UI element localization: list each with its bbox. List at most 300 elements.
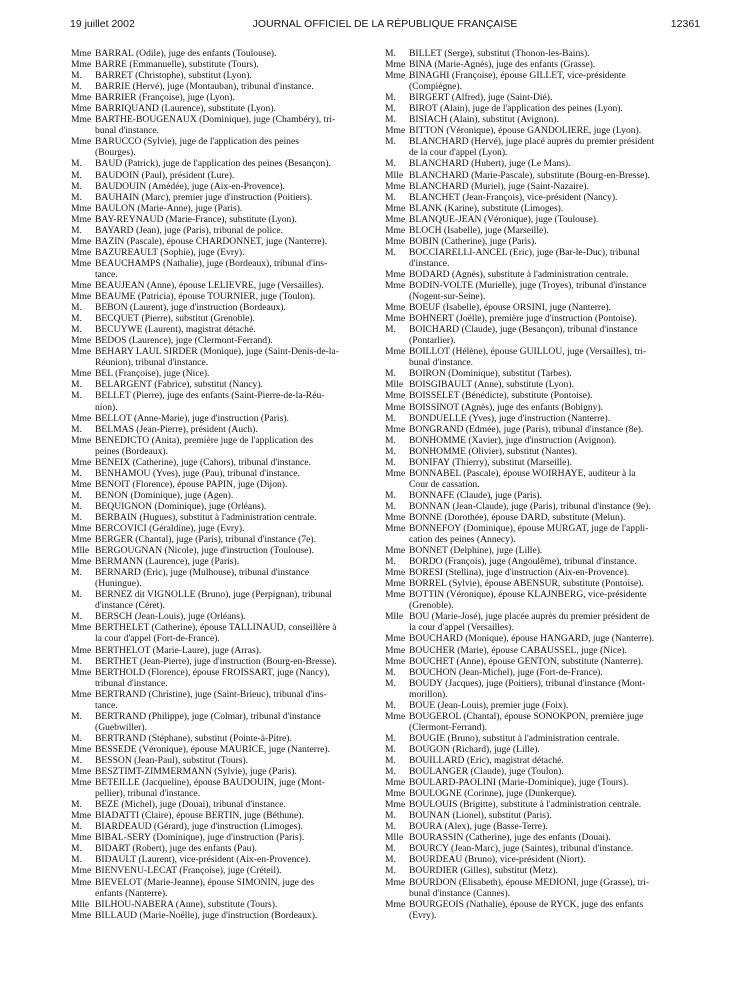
- entry-first-line: [71, 799, 371, 810]
- entry-text: BORDO (François), juge (Angoulême), tribunal d'instance.: [409, 556, 637, 568]
- entry-first-line: [385, 181, 685, 192]
- entry-first-line: [385, 468, 685, 479]
- entry-text: BIEVELOT (Marie-Jeanne), épouse SIMONIN, juge des: [95, 876, 315, 888]
- entry-text: BOULOUIS (Brigitte), substitute à l'administration centrale.: [409, 799, 642, 811]
- entry-text: BETEILLE (Jacqueline), épouse BAUDOUIN, juge (Mont-: [95, 777, 325, 789]
- entry-continuation: (Clermont-Ferrand).: [409, 721, 488, 733]
- entry-first-line: [71, 556, 371, 567]
- entry-text: BERTHOLD (Florence), épouse FROISSART, juge (Nancy),: [95, 666, 330, 678]
- entry-first-line: [71, 622, 371, 633]
- entry-text: BEHARY LAUL SIRDER (Monique), juge (Saint-Denis-de-la-: [95, 346, 339, 358]
- entry-title: M.: [385, 821, 396, 833]
- entry-title: Mme: [71, 622, 92, 634]
- entry-text: BOUCHET (Anne), épouse GENTON, substitute (Nanterre).: [409, 655, 644, 667]
- entry-title: Mme: [385, 898, 406, 910]
- entry-text: BONNEFOY (Dominique), épouse MURGAT, juge de l'appli-: [409, 523, 649, 535]
- entry-title: M.: [385, 136, 396, 148]
- entry-text: BOILLOT (Hélène), épouse GUILLOU, juge (Versailles), tri-: [409, 346, 647, 358]
- entry-title: Mme: [385, 59, 406, 71]
- list-entry: [71, 766, 371, 777]
- entry-first-line: [385, 523, 685, 534]
- entry-text: BOUCHARD (Monique), épouse HANGARD, juge (Nanterre).: [409, 633, 655, 645]
- list-entry: [385, 379, 685, 390]
- list-entry: [71, 755, 371, 766]
- entry-title: Mme: [385, 235, 406, 247]
- entry-first-line: [71, 225, 371, 236]
- entry-first-line: [71, 136, 371, 147]
- entry-text: BAUD (Patrick), juge de l'application des peines (Besançon).: [95, 158, 331, 170]
- entry-first-line: [71, 258, 371, 269]
- entry-title: Mme: [71, 777, 92, 789]
- entry-first-line: [71, 158, 371, 169]
- entry-title: M.: [71, 843, 82, 855]
- list-entry: [71, 48, 371, 59]
- entry-first-line: [71, 479, 371, 490]
- entry-continuation: tribunal d'instance.: [95, 677, 168, 689]
- entry-first-line: [71, 413, 371, 424]
- entry-continuation: bunal d'instance.: [95, 125, 160, 137]
- entry-title: Mme: [71, 257, 92, 269]
- list-entry: [385, 854, 685, 865]
- entry-text: BERTHELET (Catherine), épouse TALLINAUD, conseillère à: [95, 622, 337, 634]
- entry-first-line: [385, 567, 685, 578]
- list-entry: [385, 402, 685, 413]
- entry-title: Mme: [385, 589, 406, 601]
- entry-first-line: [71, 424, 371, 435]
- entry-title: Mme: [71, 434, 92, 446]
- entry-text: BODARD (Agnès), substitute à l'administration centrale.: [409, 268, 629, 280]
- entry-first-line: [71, 854, 371, 865]
- list-entry: [385, 390, 685, 401]
- entry-first-line: [71, 214, 371, 225]
- list-entry: [385, 313, 685, 324]
- entry-text: BELLET (Pierre), juge des enfants (Saint-Pierre-de-la-Réu-: [95, 390, 325, 402]
- list-entry: [385, 501, 685, 512]
- entry-title: M.: [385, 854, 396, 866]
- entry-title: Mme: [385, 578, 406, 590]
- entry-first-line: [385, 390, 685, 401]
- entry-text: BOISSINOT (Agnès), juge des enfants (Bobigny).: [409, 401, 604, 413]
- entry-text: BENHAMOU (Yves), juge (Pau), tribunal d'instance.: [95, 467, 300, 479]
- entry-continuation: (Nogent-sur-Seine).: [409, 291, 486, 303]
- entry-title: M.: [385, 114, 396, 126]
- entry-first-line: [385, 225, 685, 236]
- list-entry: [385, 225, 685, 236]
- entry-continuation: (Pontarlier).: [409, 335, 456, 347]
- list-entry: [71, 501, 371, 512]
- entry-title: M.: [385, 556, 396, 568]
- entry-text: BOUCHON (Jean-Michel), juge (Fort-de-France).: [409, 666, 603, 678]
- list-entry: [71, 545, 371, 556]
- entry-title: M.: [385, 92, 396, 104]
- entry-title: M.: [71, 489, 82, 501]
- entry-text: BOURASSIN (Catherine), juge des enfants (Douai).: [409, 832, 611, 844]
- entry-first-line: [71, 247, 371, 258]
- right-column: [385, 48, 685, 921]
- entry-title: Mme: [385, 788, 406, 800]
- entry-text: BILHOU-NABERA (Anne), substitute (Tours).: [95, 898, 278, 910]
- list-entry: [385, 302, 685, 313]
- entry-first-line: [71, 512, 371, 523]
- list-entry: [71, 192, 371, 203]
- entry-first-line: [385, 402, 685, 413]
- list-entry: [71, 865, 371, 876]
- entry-first-line: [385, 203, 685, 214]
- entry-text: BERTRAND (Philippe), juge (Colmar), tribunal d'instance: [95, 710, 321, 722]
- list-entry: [71, 656, 371, 667]
- entry-continuation: pellier), tribunal d'instance.: [95, 788, 201, 800]
- list-entry: [385, 368, 685, 379]
- list-entry: [71, 59, 371, 70]
- entry-title: Mme: [385, 125, 406, 137]
- list-entry: [385, 114, 685, 125]
- list-entry: [385, 700, 685, 711]
- entry-title: Mlle: [385, 832, 404, 844]
- entry-first-line: [71, 302, 371, 313]
- entry-title: M.: [71, 224, 82, 236]
- list-entry: [385, 247, 685, 269]
- entry-title: Mme: [385, 180, 406, 192]
- entry-continuation: (Bourges).: [95, 147, 136, 159]
- entry-first-line: [71, 313, 371, 324]
- entry-title: Mme: [71, 478, 92, 490]
- entry-first-line: [385, 302, 685, 313]
- entry-text: BENEIX (Catherine), juge (Cahors), tribunal d'instance.: [95, 456, 311, 468]
- entry-text: BERTHET (Jean-Pierre), juge d'instruction (Bourg-en-Bresse).: [95, 655, 337, 667]
- entry-title: M.: [385, 445, 396, 457]
- list-entry: [385, 280, 685, 302]
- list-entry: [71, 81, 371, 92]
- list-entry: [385, 843, 685, 854]
- entry-first-line: [385, 324, 685, 335]
- entry-first-line: [385, 501, 685, 512]
- page-header: [70, 18, 700, 34]
- list-entry: [385, 512, 685, 523]
- entry-text: BOICHARD (Claude), juge (Besançon), tribunal d'instance: [409, 324, 638, 336]
- entry-title: Mme: [385, 313, 406, 325]
- entry-text: BOULANGER (Claude), juge (Toulon).: [409, 766, 564, 778]
- list-entry: [71, 413, 371, 424]
- entry-title: Mme: [71, 368, 92, 380]
- entry-first-line: [71, 457, 371, 468]
- entry-title: Mme: [385, 390, 406, 402]
- list-entry: [385, 799, 685, 810]
- page-number: 12361: [670, 18, 700, 30]
- entry-title: M.: [71, 854, 82, 866]
- entry-text: BERSCH (Jean-Louis), juge (Orléans).: [95, 611, 246, 623]
- list-entry: [385, 457, 685, 468]
- entry-title: Mme: [71, 279, 92, 291]
- entry-text: BLANCHARD (Hubert), juge (Le Mans).: [409, 158, 571, 170]
- list-entry: [385, 899, 685, 921]
- entry-text: BAYARD (Jean), juge (Paris), tribunal de police.: [95, 224, 284, 236]
- entry-title: M.: [385, 412, 396, 424]
- entry-first-line: [71, 910, 371, 921]
- entry-text: BEQUIGNON (Dominique), juge (Orléans).: [95, 500, 267, 512]
- entry-text: BLANCHARD (Hervé), juge placé auprès du premier président: [409, 136, 655, 148]
- list-entry: [385, 633, 685, 644]
- list-entry: [71, 324, 371, 335]
- entry-first-line: [385, 843, 685, 854]
- entry-text: BEL (Françoise), juge (Nice).: [95, 368, 210, 380]
- entry-text: BECUYWE (Laurent), magistrat détaché.: [95, 324, 256, 336]
- entry-title: M.: [71, 567, 82, 579]
- entry-first-line: [71, 545, 371, 556]
- list-entry: [385, 446, 685, 457]
- list-entry: [385, 192, 685, 203]
- entry-first-line: [385, 368, 685, 379]
- entry-first-line: [71, 656, 371, 667]
- entry-text: BOU (Marie-José), juge placée auprès du premier président de: [409, 611, 650, 623]
- list-entry: [71, 302, 371, 313]
- entry-text: BARRIER (Françoise), juge (Lyon).: [95, 92, 235, 104]
- entry-continuation: d'instance (Céret).: [95, 600, 165, 612]
- entry-text: BECQUET (Pierre), substitut (Grenoble).: [95, 313, 255, 325]
- list-entry: [385, 578, 685, 589]
- entry-title: M.: [71, 379, 82, 391]
- entry-continuation: la cour d'appel (Versailles).: [409, 622, 514, 634]
- entry-title: M.: [71, 302, 82, 314]
- entry-first-line: [71, 899, 371, 910]
- entry-text: BOURCY (Jean-Marc), juge (Saintes), tribunal d'instance.: [409, 843, 634, 855]
- entry-first-line: [385, 733, 685, 744]
- entry-title: Mme: [385, 268, 406, 280]
- entry-text: BENOIT (Florence), épouse PAPIN, juge (Dijon).: [95, 478, 288, 490]
- entry-first-line: [385, 192, 685, 203]
- entry-text: BELLOT (Anne-Marie), juge d'instruction (Paris).: [95, 412, 289, 424]
- entry-continuation: (Grenoble).: [409, 600, 454, 612]
- entry-first-line: [385, 114, 685, 125]
- entry-title: Mlle: [71, 545, 90, 557]
- entry-first-line: [71, 192, 371, 203]
- entry-title: Mme: [385, 545, 406, 557]
- entry-title: M.: [385, 666, 396, 678]
- entry-title: M.: [71, 70, 82, 82]
- entry-first-line: [385, 435, 685, 446]
- entry-first-line: [71, 70, 371, 81]
- entry-first-line: [385, 424, 685, 435]
- list-entry: [385, 59, 685, 70]
- entry-title: Mme: [385, 799, 406, 811]
- list-entry: [71, 390, 371, 412]
- entry-text: BLANQUE-JEAN (Véronique), juge (Toulouse).: [409, 213, 599, 225]
- entry-text: BEZE (Michel), juge (Douai), tribunal d'instance.: [95, 799, 286, 811]
- entry-first-line: [71, 810, 371, 821]
- entry-title: Mme: [385, 213, 406, 225]
- entry-text: BERGOUGNAN (Nicole), juge d'instruction (Toulouse).: [95, 545, 315, 557]
- list-entry: [71, 799, 371, 810]
- entry-title: Mme: [385, 633, 406, 645]
- entry-text: BAZUREAULT (Sophie), juge (Evry).: [95, 246, 245, 258]
- entry-title: M.: [71, 500, 82, 512]
- entry-title: M.: [71, 732, 82, 744]
- list-entry: [71, 667, 371, 689]
- entry-first-line: [71, 170, 371, 181]
- list-entry: [385, 589, 685, 611]
- entry-text: BOUGIE (Bruno), substitut à l'administration centrale.: [409, 732, 620, 744]
- entry-title: M.: [385, 500, 396, 512]
- list-entry: [71, 479, 371, 490]
- entry-first-line: [71, 203, 371, 214]
- entry-first-line: [71, 501, 371, 512]
- list-entry: [71, 225, 371, 236]
- list-entry: [385, 788, 685, 799]
- entry-title: Mme: [385, 401, 406, 413]
- list-entry: [71, 313, 371, 324]
- entry-title: M.: [385, 677, 396, 689]
- entry-title: Mme: [385, 346, 406, 358]
- list-entry: [385, 490, 685, 501]
- entry-title: M.: [385, 434, 396, 446]
- entry-title: Mme: [71, 456, 92, 468]
- entry-text: BAZIN (Pascale), épouse CHARDONNET, juge (Nanterre).: [95, 235, 328, 247]
- entry-title: Mme: [71, 909, 92, 921]
- entry-first-line: [71, 435, 371, 446]
- header-date: 19 juillet 2002: [70, 18, 135, 30]
- entry-first-line: [71, 114, 371, 125]
- list-entry: [71, 92, 371, 103]
- left-column: [71, 48, 371, 921]
- list-entry: [385, 766, 685, 777]
- entry-first-line: [385, 446, 685, 457]
- entry-text: BOTTIN (Véronique), épouse KLAJNBERG, vice-présidente: [409, 589, 647, 601]
- entry-text: BAULON (Marie-Anne), juge (Paris).: [95, 202, 243, 214]
- list-entry: [71, 103, 371, 114]
- entry-title: Mme: [71, 246, 92, 258]
- entry-title: Mme: [71, 810, 92, 822]
- list-entry: [71, 70, 371, 81]
- list-entry: [385, 611, 685, 633]
- entry-text: BERTRAND (Christine), juge (Saint-Brieuc), tribunal d'ins-: [95, 688, 327, 700]
- entry-continuation: (Huningue).: [95, 578, 142, 590]
- entry-continuation: Cour de cassation.: [409, 478, 480, 490]
- entry-title: M.: [71, 755, 82, 766]
- entry-title: Mme: [71, 291, 92, 303]
- entry-first-line: [385, 877, 685, 888]
- list-entry: [71, 258, 371, 280]
- entry-first-line: [71, 843, 371, 854]
- list-entry: [71, 843, 371, 854]
- entry-title: Mme: [385, 423, 406, 435]
- entry-text: BLANK (Karine), substitute (Limoges).: [409, 202, 564, 214]
- entry-title: Mme: [71, 335, 92, 347]
- entry-first-line: [385, 545, 685, 556]
- entry-title: M.: [385, 324, 396, 336]
- entry-text: BIDAULT (Laurent), vice-président (Aix-en-Provence).: [95, 854, 311, 866]
- entry-title: M.: [71, 390, 82, 402]
- entry-title: Mme: [71, 213, 92, 225]
- list-entry: [385, 832, 685, 843]
- list-entry: [385, 170, 685, 181]
- entry-text: BOUGON (Richard), juge (Lille).: [409, 743, 540, 755]
- entry-first-line: [71, 59, 371, 70]
- entry-continuation: nion).: [95, 401, 118, 413]
- entry-continuation: (Compiègne).: [409, 81, 463, 93]
- entry-first-line: [71, 832, 371, 843]
- list-entry: [385, 103, 685, 114]
- entry-first-line: [71, 744, 371, 755]
- entry-first-line: [385, 413, 685, 424]
- entry-title: Mme: [385, 523, 406, 535]
- list-entry: [71, 512, 371, 523]
- entry-text: BINA (Marie-Agnès), juge des enfants (Grasse).: [409, 59, 596, 71]
- entry-title: M.: [71, 81, 82, 93]
- list-entry: [385, 744, 685, 755]
- list-entry: [71, 810, 371, 821]
- entry-title: Mme: [71, 92, 92, 104]
- entry-text: BOISGIBAULT (Anne), substitute (Lyon).: [409, 379, 574, 391]
- entry-first-line: [71, 689, 371, 700]
- entry-text: BEAUME (Patricia), épouse TOURNIER, juge (Toulon).: [95, 291, 316, 303]
- list-entry: [71, 711, 371, 733]
- entry-continuation: bunal d'instance (Cannes).: [409, 887, 511, 899]
- entry-title: M.: [71, 467, 82, 479]
- entry-text: BELARGENT (Fabrice), substitut (Nancy).: [95, 379, 263, 391]
- entry-text: BARRIQUAND (Laurence), substitute (Lyon).: [95, 103, 276, 115]
- entry-text: BEAUJEAN (Anne), épouse LELIEVRE, juge (Versailles).: [95, 279, 324, 291]
- entry-text: BLOCH (Isabelle), juge (Marseille).: [409, 224, 549, 236]
- entry-text: BENON (Dominique), juge (Agen).: [95, 489, 234, 501]
- entry-first-line: [385, 633, 685, 644]
- list-entry: [71, 832, 371, 843]
- entry-title: M.: [385, 699, 396, 711]
- entry-first-line: [385, 457, 685, 468]
- entry-text: BOURDEAU (Bruno), vice-président (Niort).: [409, 854, 586, 866]
- entry-title: Mlle: [385, 169, 404, 181]
- entry-title: Mme: [71, 743, 92, 755]
- entry-first-line: [71, 280, 371, 291]
- entry-text: BERBAIN (Hugues), substitut à l'administration centrale.: [95, 511, 317, 523]
- entry-title: Mlle: [385, 379, 404, 391]
- entry-text: BERMANN (Laurence), juge (Paris).: [95, 556, 240, 568]
- entry-first-line: [385, 136, 685, 147]
- entry-text: BILLET (Serge), substitut (Thonon-les-Bains).: [409, 48, 590, 59]
- entry-text: BIARDEAUD (Gérard), juge d'instruction (Limoges).: [95, 821, 303, 833]
- entry-title: Mme: [385, 70, 406, 82]
- list-entry: [385, 523, 685, 545]
- entry-first-line: [385, 269, 685, 280]
- entry-text: BONNE (Dorothée), épouse DARD, substitute (Melun).: [409, 511, 626, 523]
- entry-first-line: [385, 777, 685, 788]
- entry-first-line: [71, 48, 371, 59]
- entry-first-line: [385, 512, 685, 523]
- entry-text: BLANCHARD (Muriel), juge (Saint-Nazaire).: [409, 180, 589, 192]
- list-entry: [71, 622, 371, 644]
- entry-first-line: [385, 170, 685, 181]
- entry-text: BEDOS (Laurence), juge (Clermont-Ferrand).: [95, 335, 273, 347]
- entry-first-line: [71, 611, 371, 622]
- entry-text: BISIACH (Alain), substitut (Avignon).: [409, 114, 559, 126]
- entry-title: M.: [71, 180, 82, 192]
- entry-title: M.: [385, 766, 396, 778]
- entry-first-line: [385, 656, 685, 667]
- entry-first-line: [385, 854, 685, 865]
- list-entry: [71, 556, 371, 567]
- entry-text: BONNAFE (Claude), juge (Paris).: [409, 489, 542, 501]
- entry-title: M.: [385, 865, 396, 877]
- entry-text: BONGRAND (Edmée), juge (Paris), tribunal d'instance (8e).: [409, 423, 644, 435]
- entry-title: M.: [71, 169, 82, 181]
- entry-title: Mme: [71, 202, 92, 214]
- entry-title: Mme: [71, 876, 92, 888]
- list-entry: [385, 755, 685, 766]
- list-entry: [71, 534, 371, 545]
- list-entry: [385, 733, 685, 744]
- list-entry: [71, 280, 371, 291]
- entry-title: Mme: [71, 666, 92, 678]
- entry-first-line: [385, 92, 685, 103]
- entry-first-line: [385, 755, 685, 766]
